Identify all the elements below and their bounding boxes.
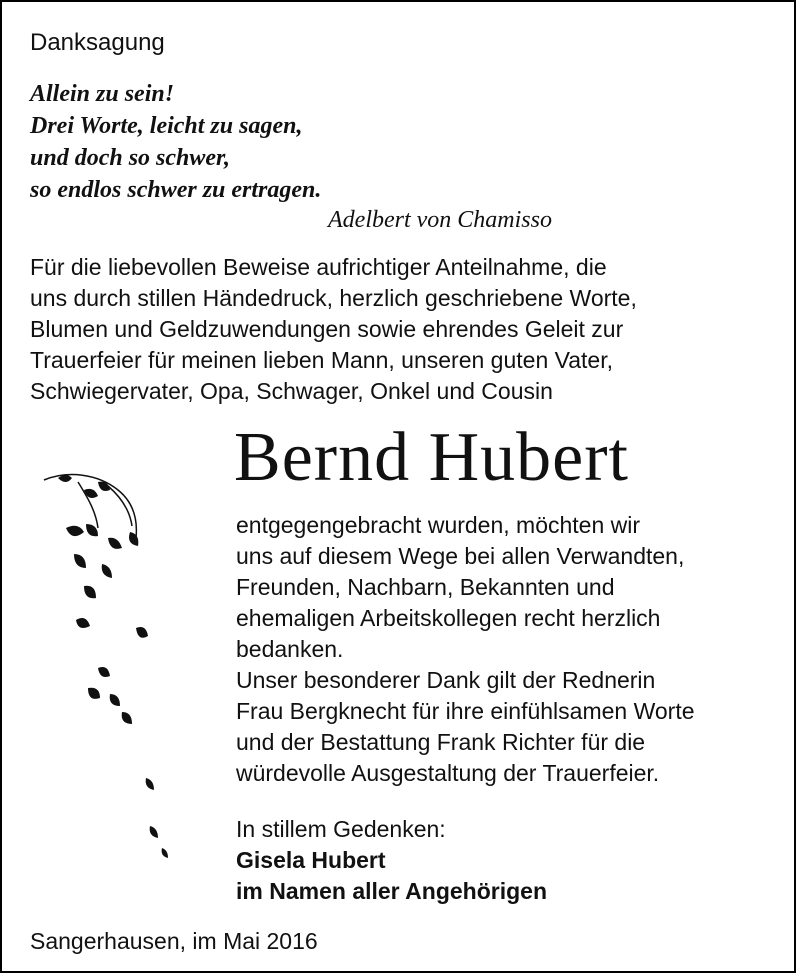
intro-line: Trauerfeier für meinen lieben Mann, unseren guten Vater, (30, 347, 614, 373)
thanks-line: bedanken. (236, 636, 344, 662)
poem-line: so endlos schwer zu ertragen. (30, 177, 322, 203)
place-date: Sangerhausen, im Mai 2016 (30, 928, 318, 954)
thanks-line: uns auf diesem Wege bei allen Verwandten, (236, 543, 685, 569)
thanks-line: ehemaligen Arbeitskollegen recht herzlich (236, 605, 661, 631)
thanks-line: Frau Bergknecht für ihre einfühlsamen Worte (236, 698, 695, 724)
thanks-line: entgegengebracht wurden, möchten wir (236, 512, 641, 538)
intro-line: Schwiegervater, Opa, Schwager, Onkel und Cousin (30, 378, 553, 404)
deceased-name: Bernd Hubert (234, 419, 629, 496)
intro-line: uns durch stillen Händedruck, herzlich geschriebene Worte, (30, 285, 637, 311)
poem-line: und doch so schwer, (30, 145, 231, 171)
thanks-line: und der Bestattung Frank Richter für die (236, 729, 646, 755)
intro-line: Für die liebevollen Beweise aufrichtiger Anteilnahme, die (30, 254, 607, 280)
intro-paragraph (30, 252, 790, 407)
poem (30, 78, 321, 206)
closing-block (236, 814, 547, 907)
signer-name: Gisela Hubert (236, 847, 386, 873)
notice-heading: Danksagung (30, 29, 165, 56)
poem-line: Allein zu sein! (30, 81, 175, 107)
falling-leaves-icon (38, 468, 188, 868)
thanks-line: Unser besonderer Dank gilt der Rednerin (236, 667, 656, 693)
closing-greeting: In stillem Gedenken: (236, 816, 446, 842)
signer-note: im Namen aller Angehörigen (236, 878, 547, 904)
poem-author: Adelbert von Chamisso (328, 207, 552, 233)
thanks-paragraph (236, 510, 792, 789)
thanks-line: würdevolle Ausgestaltung der Trauerfeier. (236, 760, 660, 786)
thanks-line: Freunden, Nachbarn, Bekannten und (236, 574, 615, 600)
poem-line: Drei Worte, leicht zu sagen, (30, 113, 303, 139)
intro-line: Blumen und Geldzuwendungen sowie ehrendes Geleit zur (30, 316, 624, 342)
